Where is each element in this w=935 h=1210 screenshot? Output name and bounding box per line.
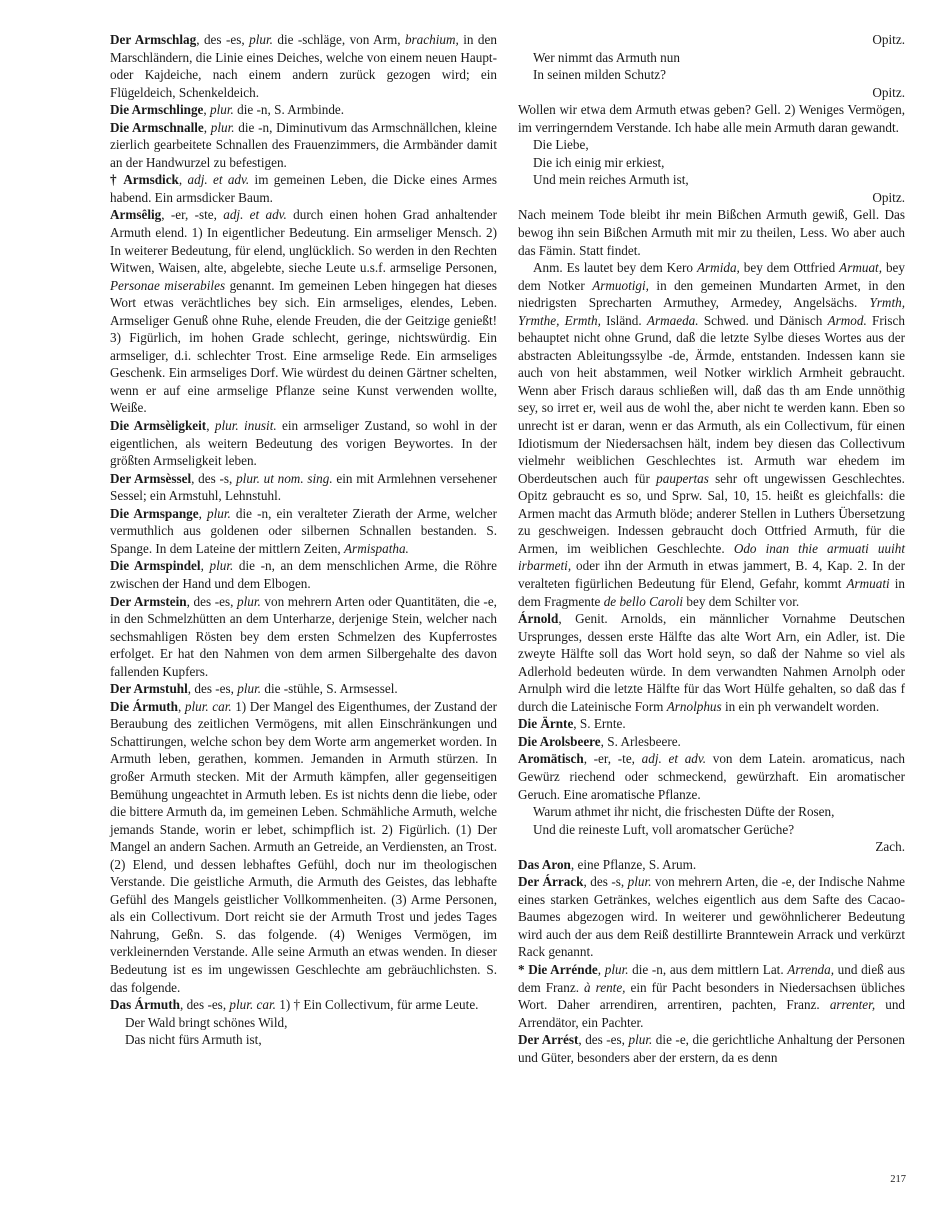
- dictionary-entry: [518, 259, 905, 610]
- italic-text: brachium,: [404, 32, 459, 47]
- entry-text: im gemeinen Leben, die Dicke eines Armes habend. Ein armsdicker Baum.: [110, 172, 498, 205]
- entry-text: die -schläge, von Arm,: [272, 32, 405, 47]
- italic-text: paupertas: [656, 470, 709, 486]
- italic-text: plur. car.: [184, 698, 232, 714]
- entry-text: ein mit Armlehnen versehener Sessel; ein Armstuhl, Lehnstuhl.: [110, 470, 497, 504]
- dictionary-entry: [110, 680, 497, 698]
- entry-text: , Genit. Arnolds, ein männlicher Vornahme Deutschen Ursprunges, dessen erste Hälfte das alte Wort Arn, ein Adler, ist. Die zweyte Hälfte soll das Wort hold seyn, so daß der Nahme so viel als Adlerhold bedeuten würde. In dem verwandten Nahmen Arnolph oder Arnulph wird die letzte Hälfte für das Wort Hülfe gehalten, so daß das f durch die Lateinische Form: [518, 611, 905, 714]
- entry-text: ein für Pacht besonders in Niedersachsen übliches Wort. Daher arrendiren, arrentiren, pachten, Franz.: [518, 979, 905, 1013]
- italic-text: Armaeda.: [646, 312, 699, 328]
- entry-text: in den gemeinen Mundarten Armet, in den niedrigsten Sprecharten Armuthey, Armedey, Angelsächs.: [518, 277, 906, 311]
- italic-text: plur.: [207, 505, 231, 521]
- italic-text: plur.: [210, 119, 235, 135]
- dictionary-entry: [518, 715, 905, 733]
- italic-text: plur.: [237, 681, 262, 697]
- italic-text: Arnolphus: [666, 698, 722, 714]
- entry-text: Schwed. und Dänisch: [698, 312, 828, 328]
- headword: Armsêlig: [110, 207, 162, 223]
- entry-text: ,: [200, 558, 210, 574]
- dictionary-entry: [110, 119, 497, 172]
- entry-text: in dem Fragmente: [518, 575, 905, 609]
- quote-attribution: Opitz.: [872, 84, 905, 100]
- headword: Die Armsèligkeit: [110, 418, 207, 434]
- verse-line: Die Liebe,: [533, 137, 589, 153]
- entry-text: ,: [206, 418, 215, 434]
- dictionary-entry: [518, 873, 905, 961]
- verse-line: Der Wald bringt schönes Wild,: [125, 1014, 288, 1030]
- italic-text: plur.: [249, 32, 273, 47]
- entry-text: 1) Der Mangel des Eigenthumes, der Zustand der Beraubung des zeitlichen Vermögens, mit allen Einschränkungen und Schattirungen, welche schon bey dem Worte arm angemerket worden. In Armuth leben, gerathen, kommen. Jemanden in Armuth stürzen. In großer Armuth stecken. Mit der Armuth kämpfen, aller gegenseitigen Bemühung ungeachtet in Armuth leben. Es ist nichts denn die liebe, oder die bittere Armuth da, im gemeinen Leben. Schmähliche Armuth, welche jemands Stande, worin er lebet, schimpflich ist. 2) Figürlich. (1) Der Mangel an andern Sachen. Armuth an Getreide, an Verdiensten, an Trost. (2) Elend, und dessen lebhaftes Gefühl, doch nur im theologischen Verstande. Die geistliche Armuth, die Armuth des Geistes, das lebhafte Gefühl des Mangels geistlicher Vollkommenheiten. (3) Arme Personen, als ein Collectivum. Dort reicht sie der Armuth Trost und jedes Tages Nahrung, Geßn. S. das folgende. (4) Weniges Vermögen, im verkleinernden Verstande. Alle seine Armuth an etwas wenden. In dieser Bedeutung ist es im ungewissen Geschlechte am gebräuchlichsten. S. das folgende.: [110, 698, 497, 995]
- headword: Das Aron: [518, 856, 571, 872]
- dictionary-entry: [518, 856, 905, 874]
- headword: Das Ármuth: [110, 997, 180, 1013]
- italic-text: de bello Caroli: [603, 593, 684, 609]
- dictionary-entry: [110, 417, 497, 470]
- entry-text: von mehrern Arten oder Quantitäten, die -e, in den Schmelzhütten an dem Unterharze, derjenige Stein, welcher nach sechsmahligen Rösten bey dem ersten Schmelzen des Kupferrostes erfolget. Er hat den Nahmen von dem armen Silbergehalte des davon fallenden Kupfers.: [110, 593, 497, 679]
- quote-attribution: Zach.: [875, 839, 905, 855]
- italic-text: Armuotigi,: [592, 277, 649, 293]
- entry-text: 1) † Ein Collectivum, für arme Leute.: [275, 997, 479, 1013]
- entry-text: ,: [198, 505, 207, 521]
- entry-text: , eine Pflanze, S. Arum.: [570, 856, 697, 872]
- italic-text: plur.: [209, 558, 234, 574]
- dictionary-entry: [110, 593, 497, 681]
- headword: Der Armstein: [110, 593, 187, 609]
- entry-text: von mehrern Arten, die -e, der Indische Nahme eines starken Getränkes, welches eigentlich aus dem Safte des Cacao-Baumes abgezogen wird. In weiterer und gewöhnlicherer Bedeutung wird auch der aus dem Reiß destillirte Branntewein Arrack und verkürzt Rack genannt.: [518, 874, 905, 960]
- entry-text: ,: [203, 119, 211, 135]
- entry-text: , des -es,: [186, 593, 237, 609]
- italic-text: plur.: [236, 593, 261, 609]
- dictionary-entry: [110, 698, 497, 996]
- headword: † Armsdick: [110, 172, 179, 188]
- entry-text: in ein ph verwandelt worden.: [721, 698, 880, 714]
- page-number: 217: [890, 1174, 906, 1185]
- headword: Die Armschnalle: [110, 119, 204, 135]
- entry-text: Frisch behauptet nicht ohne Grund, daß die letzte Sylbe dieses Wortes aus der abstracten Ableitungssylbe -de, Ärmde, entstanden. Indessen kann sie auch von heit abstammen, weil Notker wirklich Armheit gebraucht. Wenn aber Frisch daraus schließen will, daß das th am Ende unnöthig sey, so irret er, weil aus de wohl the, aber nicht te werden kann. Eben so unrecht ist er daran, wenn er das Armuth, als ein Collectivum, für einen Idiotismum der Niedersachsen hält, indem bey diesen das Collectivum vielmehr weiblichen Geschlechtes ist. Armuth war ehedem im Oberdeutschen auch für: [518, 312, 906, 486]
- italic-text: plur.: [210, 102, 234, 118]
- right-column: [518, 31, 905, 1066]
- dictionary-entry: [110, 996, 497, 1014]
- dictionary-entry: [110, 505, 497, 558]
- dictionary-entry: [518, 750, 905, 803]
- entry-text: ,: [178, 698, 185, 714]
- dictionary-entry: [518, 610, 905, 715]
- entry-text: bey dem Schilter vor.: [683, 593, 800, 609]
- headword: Aromätisch: [518, 751, 584, 767]
- entry-text: Wollen wir etwa dem Armuth etwas geben? Gell. 2) Weniges Vermögen, im verringerndem Verstande. Ich habe alle mein Armuth daran gewandt.: [518, 102, 905, 135]
- entry-text: ein armseliger Zustand, so wohl in der eigentlichen, als weitern Bedeutung des vorigen Beywortes. In der größten Armseligkeit leben.: [110, 418, 497, 469]
- entry-text: , des -es,: [196, 32, 250, 47]
- italic-text: Armuat,: [839, 260, 883, 276]
- italic-text: plur. car.: [229, 997, 276, 1013]
- italic-text: Armuati: [846, 575, 890, 591]
- headword: * Die Arrénde: [518, 961, 598, 977]
- entry-text: bey dem Notker: [518, 260, 906, 293]
- headword: Die Arolsbeere: [518, 733, 601, 749]
- entry-text: , des -es,: [179, 997, 230, 1013]
- entry-text: durch einen hohen Grad anhaltender Armuth elend. 1) In eigentlicher Bedeutung. Ein armseliger Mensch. 2) In weiterer Bedeutung, für elend, unglücklich. So werden in den Rechten Witwen, Waisen, alte, abgelebte, sieche Leute u.s.f. armselige Personen,: [110, 207, 498, 276]
- entry-text: ,: [178, 172, 188, 188]
- entry-text: , S. Ernte.: [573, 716, 626, 732]
- entry-text: ,: [203, 102, 210, 118]
- headword: Die Ärnte: [518, 716, 574, 732]
- verse-line: Wer nimmt das Armuth nun: [533, 49, 680, 65]
- italic-text: plur.: [628, 1032, 653, 1048]
- entry-text: , -er, -ste,: [161, 207, 224, 223]
- entry-text: Isländ.: [600, 312, 647, 328]
- verse-line: Und die reineste Luft, voll aromatscher Gerüche?: [533, 821, 795, 837]
- italic-text: plur.: [604, 961, 629, 977]
- entry-text: und dieß aus dem Franz.: [518, 961, 905, 995]
- entry-text: oder ihn der Armuth in etwas jammert, B. 4, Kap. 2. In der veralteten figürlichen Bedeutung für Elend, Gefahr, kommt: [518, 558, 905, 591]
- italic-text: plur. inusit.: [214, 418, 277, 434]
- entry-text: die -stühle, S. Armsessel.: [261, 681, 398, 697]
- dictionary-entry: [110, 31, 497, 101]
- quote-attribution: Opitz.: [872, 32, 905, 47]
- verse-line: In seinen milden Schutz?: [533, 67, 666, 83]
- entry-text: und Arrendätor, ein Pachter.: [518, 997, 906, 1030]
- headword: Der Armsèssel: [110, 470, 192, 486]
- dictionary-entry: [110, 470, 497, 505]
- italic-text: adj. et adv.: [223, 207, 287, 223]
- dictionary-entry: [110, 171, 497, 206]
- entry-text: , des -es,: [187, 681, 238, 697]
- headword: Die Ármuth: [110, 698, 179, 714]
- entry-text: , S. Arlesbeere.: [600, 733, 681, 749]
- italic-text: plur. ut nom. sing.: [236, 470, 333, 486]
- entry-text: die -n, an dem menschlichen Arme, die Röhre zwischen der Hand und dem Elbogen.: [110, 558, 498, 591]
- italic-text: Odo inan thie armuati uuiht irbarmeti,: [518, 540, 905, 574]
- headword: Die Armspindel: [110, 558, 201, 574]
- italic-text: Armispatha.: [344, 540, 409, 556]
- verse-line: Warum athmet ihr nicht, die frischesten Düfte der Rosen,: [533, 804, 835, 820]
- dictionary-entry: [518, 1031, 905, 1066]
- verse-line: Das nicht fürs Armuth ist,: [125, 1032, 262, 1048]
- verse-line: Die ich einig mir erkiest,: [533, 154, 665, 170]
- italic-text: adj. et adv.: [641, 751, 707, 767]
- entry-text: genannt. Im gemeinen Leben hingegen hat dieses Wort etwas verächtliches bey sich. Ein armseliges, elendes, Leben. Armseliger Genuß ohne Ruhe, elende Freuden, die der Geitzige genießt! 3) Figürlich, im hohen Grade schlecht, geringe, nichtswürdig. Ein armseliger, d.i. schlechter Trost. Eine armselige Rede. Ein armseliges Geschenk. Ein armseliges Dorf. Wie würdest du deinen Gärtner schelten, wenn er auf eine armselige Pflanze seine Kunst verwenden wollte, Weiße.: [110, 277, 497, 416]
- left-column: [110, 31, 497, 1049]
- italic-text: Yrmth, Yrmthe, Ermth,: [518, 295, 905, 328]
- entry-text: die -n, S. Armbinde.: [233, 102, 345, 118]
- dictionary-entry: [110, 101, 497, 119]
- dictionary-entry: [518, 961, 905, 1031]
- quote-attribution: Opitz.: [872, 189, 905, 205]
- headword: Der Armschlag: [110, 32, 197, 47]
- headword: Die Armschlinge: [110, 102, 204, 118]
- entry-text: die -n, aus dem mittlern Lat.: [628, 961, 788, 977]
- entry-text: Nach meinem Tode bleibt ihr mein Bißchen Armuth gewiß, Gell. Das bewog ihn sein Bißchen Armuth mit mir zu theilen, Less. Wo aber auch das Fämin. Statt findet.: [518, 207, 905, 258]
- entry-text: von dem Latein. aromaticus, nach Gewürz riechend oder schmeckend, gewürzhaft. Ein aromatischer Geruch. Eine aromatische Pflanze.: [518, 751, 905, 802]
- entry-text: sehr oft ungewissen Geschlechtes. Opitz gebraucht es so, und Sprw. Sal, 10, 15. heißt es gleichfalls: die Armen macht das Armuth blöde; anderer Stellen in Luthers Übersetzung zu geschweigen. Indessen gebraucht doch Ottfried Armuth, für die Armen, im weiblichen Geschlechte.: [518, 470, 905, 556]
- headword: Die Armspange: [110, 505, 199, 521]
- entry-text: ,: [597, 961, 605, 977]
- italic-text: Personae miserabiles: [110, 277, 226, 293]
- italic-text: Arrenda,: [787, 961, 835, 977]
- entry-text: die -e, die gerichtliche Anhaltung der Personen und Güter, besonders aber der erstern, da es denn: [518, 1032, 905, 1065]
- entry-text: in den Marschländern, die Linie eines Deiches, welche von einem neuen Haupt- oder Kajdeiche, nach einem andern zurück gezogen wird; ein Flügeldeich, Schenkeldeich.: [110, 32, 497, 100]
- entry-text: , -er, -te,: [583, 751, 642, 767]
- entry-text: , des -es,: [578, 1032, 629, 1048]
- headword: Der Armstuhl: [110, 681, 188, 697]
- italic-text: Armida,: [696, 260, 740, 276]
- dictionary-entry: [110, 206, 497, 417]
- headword: Árnold: [518, 611, 559, 627]
- entry-text: die -n, ein veralteter Zierath der Arme, welcher vermuthlich aus goldenen oder silbernen Schnallen bestanden. S. Spange. In dem Lateine der mittlern Zeiten,: [110, 505, 498, 556]
- italic-text: Armod.: [827, 312, 867, 328]
- entry-text: die -n, Diminutivum das Armschnällchen, kleine zierlich gearbeitete Schnallen des Frauenzimmers, die Armbänder damit an der Handwurzel zu befestigen.: [110, 119, 497, 170]
- dictionary-entry: [518, 733, 905, 751]
- verse-line: Und mein reiches Armuth ist,: [533, 172, 689, 188]
- italic-text: arrenter,: [829, 997, 876, 1013]
- entry-text: Anm. Es lautet bey dem Kero: [533, 260, 697, 276]
- dictionary-entry: [110, 557, 497, 592]
- italic-text: plur.: [627, 874, 652, 890]
- entry-text: bey dem Ottfried: [739, 260, 840, 276]
- italic-text: adj. et adv.: [187, 172, 250, 188]
- headword: Der Arrést: [518, 1032, 579, 1048]
- entry-text: , des -s,: [583, 874, 628, 890]
- italic-text: à rente,: [584, 979, 626, 995]
- entry-text: , des -s,: [191, 470, 237, 486]
- dictionary-entry: [518, 101, 905, 136]
- headword: Der Árrack: [518, 874, 584, 890]
- dictionary-entry: [518, 206, 905, 259]
